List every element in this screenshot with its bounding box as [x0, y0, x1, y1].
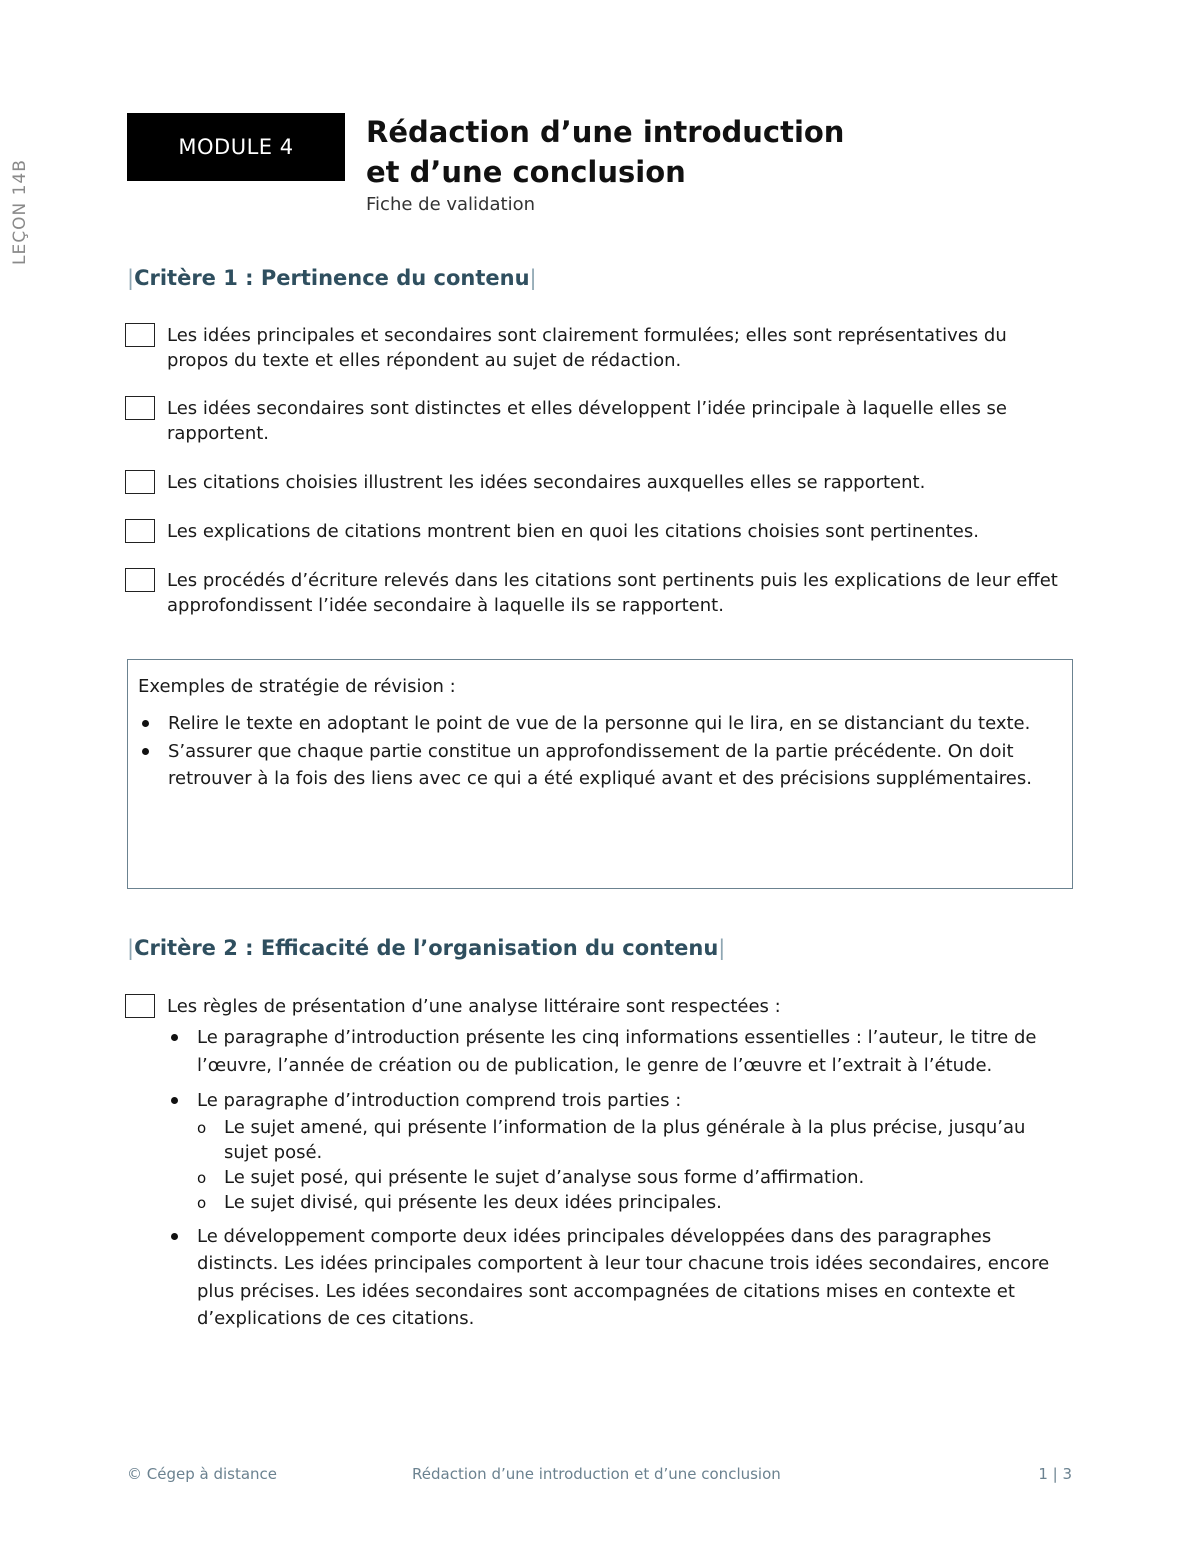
- criterion1-item: [125, 323, 1065, 373]
- sub-list-item: o Le sujet posé, qui présente le sujet d’analyse sous forme d’affirmation.: [197, 1165, 1067, 1190]
- title-line-2: et d’une conclusion: [366, 155, 686, 189]
- sub-list-item: o Le sujet amené, qui présente l’information de la plus générale à la plus précise, jusqu’au sujet posé.: [197, 1115, 1067, 1165]
- criterion1-item-text: Les citations choisies illustrent les idées secondaires auxquelles elles se rapportent.: [167, 472, 926, 493]
- heading-bar-right: |: [529, 266, 537, 290]
- heading-bar-left: |: [127, 266, 135, 290]
- title-line-1: Rédaction d’une introduction: [366, 115, 845, 149]
- checkbox[interactable]: [125, 470, 155, 494]
- criterion1-item-text: Les idées secondaires sont distinctes et elles développent l’idée principale à laquelle elles se rapportent.: [167, 398, 1007, 444]
- checkbox[interactable]: [125, 396, 155, 420]
- heading-bar-left: |: [127, 936, 135, 960]
- criterion1-title: Critère 1 : Pertinence du contenu: [134, 266, 530, 290]
- checkbox[interactable]: [125, 519, 155, 543]
- revision-strategy-box: [127, 659, 1073, 889]
- criterion2-title: Critère 2 : Efficacité de l’organisation du contenu: [134, 936, 719, 960]
- page-subtitle: Fiche de validation: [366, 194, 535, 215]
- criterion1-item-text: Les explications de citations montrent bien en quoi les citations choisies sont pertinentes.: [167, 521, 979, 542]
- criterion2-item-text: Les règles de présentation d’une analyse littéraire sont respectées :: [167, 996, 781, 1017]
- list-item: S’assurer que chaque partie constitue un approfondissement de la partie précédente. On doit retrouver à la fois des liens avec ce qui a été expliqué avant et des précisions supplémentaires.: [138, 738, 1062, 793]
- checkbox[interactable]: [125, 323, 155, 347]
- criterion1-item-text: Les idées principales et secondaires sont clairement formulées; elles sont représentatives du propos du texte et elles répondent au sujet de rédaction.: [167, 325, 1007, 371]
- list-item: [167, 1087, 1067, 1215]
- footer-copyright: © Cégep à distance: [127, 1465, 278, 1483]
- strategy-title: Exemples de stratégie de révision :: [138, 676, 456, 697]
- lesson-side-label: LEÇON 14B: [10, 159, 30, 265]
- list-item: Le développement comporte deux idées principales développées dans des paragraphes distincts. Les idées principales comportent à leur tour chacune trois idées secondaires, encore plus précises. Les idées secondaires sont accompagnées de citations mises en contexte et d’explications de ces citations.: [167, 1223, 1067, 1333]
- list-item-text: Le paragraphe d’introduction comprend trois parties :: [197, 1090, 682, 1111]
- criterion1-item-text: Les procédés d’écriture relevés dans les citations sont pertinents puis les explications de leur effet approfondissent l’idée secondaire à laquelle ils se rapportent.: [167, 570, 1058, 616]
- sub-list-item: o Le sujet divisé, qui présente les deux idées principales.: [197, 1190, 1067, 1215]
- list-item: Relire le texte en adoptant le point de vue de la personne qui le lira, en se distanciant du texte.: [138, 710, 1062, 738]
- heading-bar-right: |: [718, 936, 726, 960]
- strategy-list: [138, 710, 1062, 793]
- criterion1-item: [125, 396, 1065, 446]
- sub-list: [197, 1115, 1067, 1215]
- checkbox[interactable]: [125, 568, 155, 592]
- criterion2-item: [125, 994, 1065, 1019]
- criterion2-rules-list: [167, 1024, 1067, 1341]
- criterion1-item: [125, 568, 1065, 618]
- criterion1-heading: [127, 266, 537, 290]
- footer-document-title: Rédaction d’une introduction et d’une conclusion: [412, 1465, 781, 1483]
- module-badge: MODULE 4: [127, 113, 345, 181]
- checkbox[interactable]: [125, 994, 155, 1018]
- page-title: [366, 112, 1066, 192]
- list-item: Le paragraphe d’introduction présente les cinq informations essentielles : l’auteur, le titre de l’œuvre, l’année de création ou de publication, le genre de l’œuvre et l’extrait à l’étude.: [167, 1024, 1067, 1079]
- criterion1-item: [125, 470, 1065, 495]
- criterion1-item: [125, 519, 1065, 544]
- footer-page-number: 1 | 3: [1038, 1465, 1072, 1483]
- criterion2-heading: [127, 936, 725, 960]
